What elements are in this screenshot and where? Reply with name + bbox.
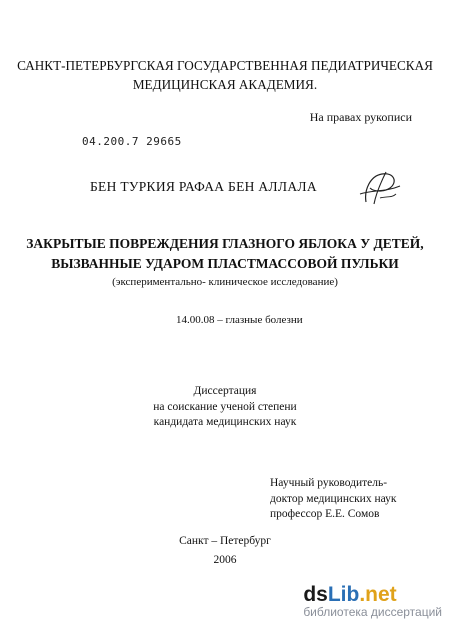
watermark (303, 583, 442, 619)
title-line-2: ВЫЗВАННЫЕ УДАРОМ ПЛАСТМАССОВОЙ ПУЛЬКИ (51, 256, 399, 271)
watermark-logo (303, 583, 442, 607)
archive-stamp-number: 04.200.7 29665 (82, 135, 182, 148)
manuscript-rights-note: На правах рукописи (309, 110, 412, 124)
title-line-1: ЗАКРЫТЫЕ ПОВРЕЖДЕНИЯ ГЛАЗНОГО ЯБЛОКА У ДЕТЕЙ, (26, 236, 424, 251)
advisor-line-2: доктор медицинских наук (270, 492, 397, 505)
place-and-year (0, 532, 450, 570)
signature-icon (356, 168, 402, 208)
degree-statement (0, 384, 450, 431)
year: 2006 (213, 554, 237, 566)
specialty-code: 14.00.08 – глазные болезни (176, 314, 303, 326)
city: Санкт – Петербург (179, 535, 271, 547)
advisor-line-1: Научный руководитель- (270, 477, 388, 489)
dissertation-title (0, 234, 450, 274)
dissertation-subtitle: (экспериментально- клиническое исследование) (112, 276, 338, 288)
watermark-logo-lib: Lib (327, 583, 360, 606)
degree-line-3: кандидата медицинских наук (153, 416, 297, 428)
watermark-logo-ds: ds (303, 583, 328, 606)
scientific-advisor (270, 476, 396, 523)
watermark-caption: библиотека диссертаций (303, 605, 442, 619)
advisor-line-3: профессор Е.Е. Сомов (270, 508, 380, 520)
degree-line-2: на соискание ученой степени (153, 400, 297, 413)
author-name: БЕН ТУРКИЯ РАФАА БЕН АЛЛАЛА (90, 179, 317, 194)
degree-line-1: Диссертация (193, 385, 257, 397)
institution-line-2: МЕДИЦИНСКАЯ АКАДЕМИЯ. (132, 77, 318, 92)
institution-line-1: САНКТ-ПЕТЕРБУРГСКАЯ ГОСУДАРСТВЕННАЯ ПЕДИАТРИЧЕСКАЯ (17, 58, 433, 73)
watermark-logo-net: .net (359, 583, 397, 606)
institution-name (0, 56, 450, 94)
